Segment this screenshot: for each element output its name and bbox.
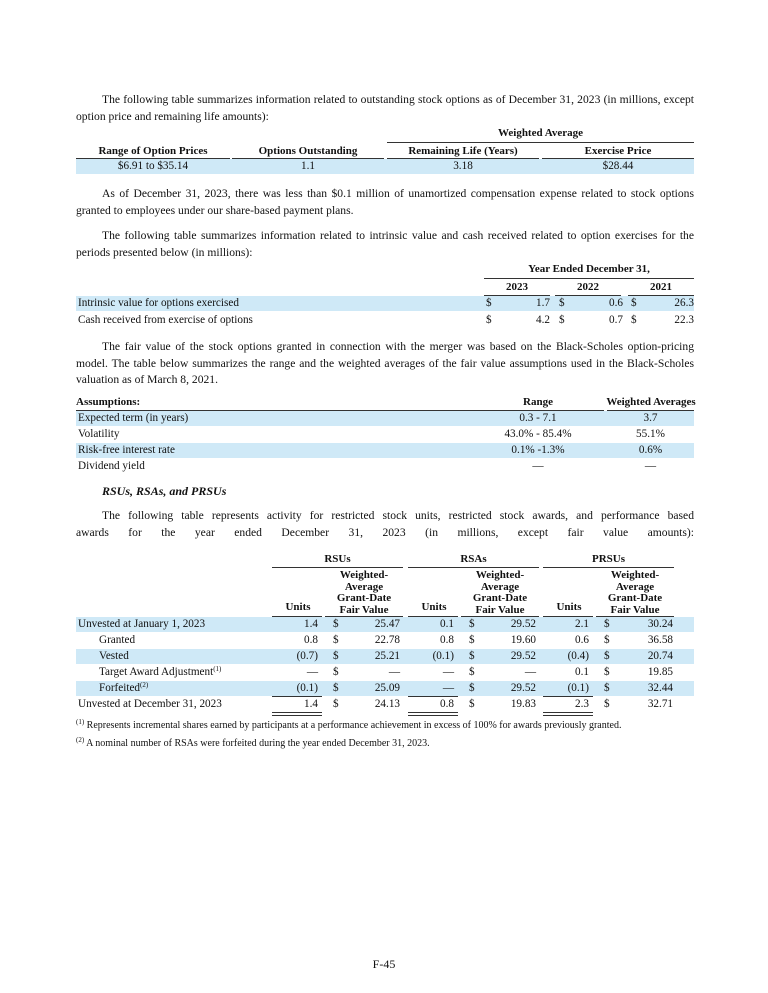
- rsa-fair-value: 19.60: [510, 634, 536, 646]
- value-2021: 26.3: [674, 297, 694, 309]
- currency-symbol: $: [559, 314, 565, 326]
- header-2021: 2021: [650, 281, 672, 293]
- group-rule: [543, 567, 674, 568]
- prsu-fair-value: 19.85: [647, 666, 673, 678]
- cell-range: 0.1% -1.3%: [511, 444, 565, 456]
- rsu-fair-value: —: [388, 666, 400, 678]
- currency-symbol: $: [604, 634, 610, 646]
- currency-symbol: $: [333, 682, 339, 694]
- currency-symbol: $: [604, 666, 610, 678]
- header-weighted-average-fair-value: [596, 570, 674, 616]
- table-row: [76, 665, 694, 680]
- header-line: Weighted-: [339, 569, 389, 581]
- row-label-text: Forfeited: [99, 682, 141, 694]
- cell-avg: 3.7: [643, 412, 658, 424]
- header-units: Units: [285, 601, 311, 613]
- prsu-fair-value: 30.24: [647, 618, 673, 630]
- cell-avg: 55.1%: [636, 428, 665, 440]
- rsa-units: 0.1: [440, 618, 454, 630]
- cell-avg: —: [644, 460, 657, 472]
- prsu-units: 2.1: [575, 618, 589, 630]
- rsa-units: 0.8: [440, 634, 454, 646]
- value-2022: 0.7: [609, 314, 623, 326]
- header-line: Weighted-: [610, 569, 660, 581]
- row-label: Volatility: [78, 428, 120, 440]
- row-label-text: Target Award Adjustment: [99, 666, 214, 678]
- row-label: Risk-free interest rate: [78, 444, 175, 456]
- total-double-rule: [408, 712, 458, 716]
- black-scholes-paragraph: The fair value of the stock options granted in connection with the merger was based on the Black-Scholes option-pricing model. The table below summarizes the range and the weighted averages of the fair value assumptions used in the Black-Scholes valuation as of March 8, 2021.: [76, 340, 694, 386]
- rsa-fair-value: 19.83: [510, 698, 536, 710]
- currency-symbol: $: [604, 618, 610, 630]
- table-row: [76, 296, 694, 311]
- currency-symbol: $: [469, 618, 475, 630]
- table-row: [76, 411, 694, 426]
- rsa-fair-value: 29.52: [510, 650, 536, 662]
- header-line: Fair Value: [339, 603, 389, 616]
- table-row: [76, 617, 694, 632]
- rsu-units: —: [306, 666, 318, 678]
- table-row: [76, 697, 694, 712]
- prsu-units: (0.4): [567, 650, 589, 662]
- rsa-units: —: [442, 682, 454, 694]
- group-rule: [387, 142, 694, 143]
- row-label: Dividend yield: [78, 460, 145, 472]
- currency-symbol: $: [469, 682, 475, 694]
- currency-symbol: $: [333, 618, 339, 630]
- group-header-rsus: RSUs: [324, 553, 351, 565]
- currency-symbol: $: [604, 698, 610, 710]
- currency-symbol: $: [631, 314, 637, 326]
- paragraph-line: awards for the year ended December 31, 2023 (in millions, except fair value amounts):: [76, 525, 694, 539]
- prsu-units: (0.1): [567, 682, 589, 694]
- total-double-rule: [543, 712, 593, 716]
- header-line: Weighted-: [475, 569, 525, 581]
- rsu-fair-value: 25.09: [374, 682, 400, 694]
- prsu-fair-value: 36.58: [647, 634, 673, 646]
- footnote-marker: (1): [213, 665, 222, 673]
- rsa-fair-value: 29.52: [510, 618, 536, 630]
- cell-options-outstanding: 1.1: [301, 160, 315, 172]
- table-row: [76, 681, 694, 696]
- header-remaining-life: Remaining Life (Years): [408, 145, 518, 157]
- header-assumptions: Assumptions:: [76, 396, 141, 408]
- cell-range: —: [532, 460, 544, 472]
- table-row: [76, 159, 694, 174]
- currency-symbol: $: [559, 297, 565, 309]
- value-2023: 4.2: [536, 314, 550, 326]
- row-label: Cash received from exercise of options: [78, 314, 253, 326]
- value-2021: 22.3: [674, 314, 694, 326]
- rsu-units: 1.4: [304, 618, 318, 630]
- rsu-fair-value: 25.21: [374, 650, 400, 662]
- table-row: [76, 649, 694, 664]
- intro-paragraph: The following table summarizes information related to outstanding stock options as of December 31, 2023 (in millions, except option price and remaining life amounts):: [76, 93, 694, 123]
- row-label-text: Vested: [99, 650, 129, 662]
- group-rule: [484, 278, 694, 279]
- row-label-text: Granted: [99, 634, 136, 646]
- currency-symbol: $: [333, 634, 339, 646]
- header-line: Fair Value: [610, 603, 660, 616]
- currency-symbol: $: [469, 666, 475, 678]
- header-exercise-price: Exercise Price: [584, 145, 652, 157]
- footnote-2: [76, 737, 430, 750]
- header-units: Units: [556, 601, 582, 613]
- unamortized-expense-paragraph: As of December 31, 2023, there was less than $0.1 million of unamortized compensation expense related to stock options granted to employees under our share-based payment plans.: [76, 187, 694, 217]
- rsa-units: (0.1): [432, 650, 454, 662]
- rsu-fair-value: 25.47: [374, 618, 400, 630]
- currency-symbol: $: [333, 698, 339, 710]
- currency-symbol: $: [333, 650, 339, 662]
- rsu-intro-paragraph: [76, 508, 694, 541]
- rsa-units: —: [442, 666, 454, 678]
- group-rule: [408, 567, 539, 568]
- rsa-fair-value: 29.52: [510, 682, 536, 694]
- rsa-fair-value: —: [524, 666, 536, 678]
- cell-range: 43.0% - 85.4%: [504, 428, 572, 440]
- header-range-of-option-prices: Range of Option Prices: [98, 145, 208, 157]
- value-2022: 0.6: [609, 297, 623, 309]
- row-label: Expected term (in years): [78, 412, 189, 424]
- footnote-marker: (2): [140, 681, 149, 689]
- header-options-outstanding: Options Outstanding: [258, 145, 358, 157]
- prsu-fair-value: 32.71: [647, 698, 673, 710]
- prsu-fair-value: 32.44: [647, 682, 673, 694]
- rsu-units: (0.1): [296, 682, 318, 694]
- currency-symbol: $: [486, 314, 492, 326]
- intrinsic-intro-paragraph: The following table summarizes information related to intrinsic value and cash received related to option exercises for the periods presented below (in millions):: [76, 229, 694, 259]
- header-weighted-averages: Weighted Averages: [606, 396, 696, 408]
- table-row: [76, 459, 694, 474]
- header-line: Fair Value: [475, 603, 525, 616]
- table-row: [76, 443, 694, 458]
- currency-symbol: $: [469, 634, 475, 646]
- rsu-fair-value: 24.13: [374, 698, 400, 710]
- weighted-average-group-header: Weighted Average: [497, 127, 584, 139]
- row-label-text: Unvested at January 1, 2023: [78, 618, 206, 630]
- table-row: [76, 313, 694, 328]
- header-2022: 2022: [577, 281, 599, 293]
- currency-symbol: $: [333, 666, 339, 678]
- header-weighted-average-fair-value: [325, 570, 403, 616]
- cell-exercise-price: $28.44: [602, 160, 634, 172]
- row-label: [78, 617, 205, 632]
- rsa-units: 0.8: [440, 698, 454, 710]
- rsu-units: 0.8: [304, 634, 318, 646]
- currency-symbol: $: [631, 297, 637, 309]
- cell-range: $6.91 to $35.14: [117, 160, 189, 172]
- header-2023: 2023: [506, 281, 528, 293]
- footnote-text: A nominal number of RSAs were forfeited during the year ended December 31, 2023.: [86, 738, 430, 749]
- cell-avg: 0.6%: [638, 444, 663, 456]
- year-ended-group-header: Year Ended December 31,: [528, 263, 650, 275]
- prsu-units: 0.1: [575, 666, 589, 678]
- header-line: Average: [615, 580, 655, 593]
- currency-symbol: $: [604, 682, 610, 694]
- row-label: Intrinsic value for options exercised: [78, 297, 239, 309]
- cell-range: 0.3 - 7.1: [519, 412, 557, 424]
- group-header-rsas: RSAs: [460, 553, 487, 565]
- group-rule: [272, 567, 403, 568]
- group-header-prsus: PRSUs: [591, 553, 625, 565]
- footnote-text: Represents incremental shares earned by participants at a performance achievement in excess of 100% for awards previously granted.: [86, 720, 622, 731]
- prsu-fair-value: 20.74: [647, 650, 673, 662]
- table-row: [76, 633, 694, 648]
- rsu-units: 1.4: [304, 698, 318, 710]
- header-units: Units: [421, 601, 447, 613]
- rsu-units: (0.7): [296, 650, 318, 662]
- currency-symbol: $: [486, 297, 492, 309]
- prsu-units: 2.3: [575, 698, 589, 710]
- footnote-mark: (1): [76, 718, 85, 726]
- rsu-fair-value: 22.78: [374, 634, 400, 646]
- footnote-1: [76, 719, 621, 732]
- value-2023: 1.7: [536, 297, 550, 309]
- table-row: [76, 427, 694, 442]
- footnote-mark: (2): [76, 736, 85, 744]
- currency-symbol: $: [604, 650, 610, 662]
- page-number: F-45: [372, 957, 396, 971]
- header-line: Average: [480, 580, 520, 593]
- prsu-units: 0.6: [575, 634, 589, 646]
- header-line: Grant-Date: [607, 592, 663, 604]
- paragraph-line: The following table represents activity for restricted stock units, restricted stock awards, and performance based: [102, 509, 694, 522]
- currency-symbol: $: [469, 698, 475, 710]
- header-line: Average: [344, 580, 384, 593]
- header-range: Range: [523, 396, 553, 408]
- row-label-text: Unvested at December 31, 2023: [78, 698, 222, 710]
- header-weighted-average-fair-value: [461, 570, 539, 616]
- header-line: Grant-Date: [472, 592, 528, 604]
- total-double-rule: [272, 712, 322, 716]
- currency-symbol: $: [469, 650, 475, 662]
- cell-remaining-life: 3.18: [453, 160, 473, 172]
- header-line: Grant-Date: [336, 592, 392, 604]
- section-heading: RSUs, RSAs, and PRSUs: [102, 484, 227, 498]
